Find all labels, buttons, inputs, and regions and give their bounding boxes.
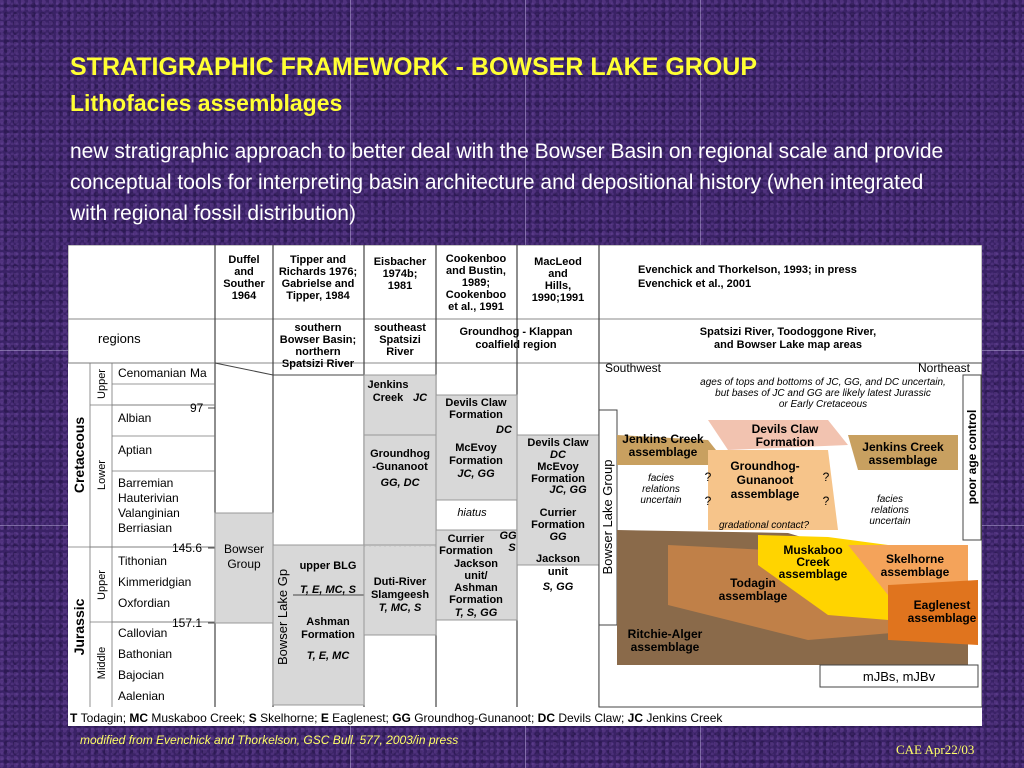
header-macleod: MacLeod and Hills, 1990;1991 — [531, 256, 585, 304]
slide-footer: CAE Apr22/03 — [896, 742, 975, 757]
figure-caption: modified from Evenchick and Thorkelson, GSC Bull. 577, 2003/in press — [80, 733, 459, 747]
stage-label: Kimmeridgian — [118, 575, 192, 589]
stage-label: Bathonian — [118, 647, 173, 661]
question-mark: ? — [822, 470, 830, 484]
upper-blg: upper BLG — [299, 560, 357, 572]
hiatus-label: hiatus — [457, 507, 487, 519]
question-mark: ? — [822, 494, 830, 508]
slide-title: STRATIGRAPHIC FRAMEWORK - BOWSER LAKE GROUP — [70, 53, 758, 81]
jackson-codes: S, GG — [542, 581, 574, 593]
epoch-upper-cretaceous: Upper — [96, 369, 108, 399]
age-157-1: 157.1 — [172, 616, 203, 630]
stratigraphic-chart — [68, 245, 982, 726]
stage-label: Cenomanian — [118, 366, 187, 380]
upper-blg-codes: T, E, MC, S — [299, 584, 357, 596]
jenkins-left-label: Jenkins Creek assemblage — [622, 432, 704, 459]
question-mark: ? — [704, 494, 712, 508]
question-mark: ? — [704, 470, 712, 484]
region-groundhog: Groundhog - Klappan coalfield region — [459, 326, 573, 351]
period-jurassic: Jurassic — [71, 598, 87, 656]
facies-right: facies relations uncertain — [869, 494, 911, 527]
stage-label: Bajocian — [118, 668, 165, 682]
header-duffel: Duffel and Souther 1964 — [223, 254, 265, 302]
stage-label: Callovian — [118, 626, 168, 640]
stage-label: Tithonian — [118, 554, 167, 568]
stage-label: Berriasian — [118, 521, 173, 535]
region-tipper: southern Bowser Basin; northern Spatsizi River — [279, 322, 357, 370]
duti-codes: T, MC, S — [378, 602, 422, 614]
jenkins-code: JC — [412, 392, 428, 404]
code-legend — [70, 711, 723, 725]
stage-label: Aptian — [118, 443, 153, 457]
skelhorne-assemblage: Skelhorne assemblage — [880, 552, 950, 579]
groundhog-assemblage: Groundhog-Gunanoot assemblage — [730, 459, 800, 501]
stage-label: Valanginian — [118, 506, 180, 520]
mcevoy-codes: JC, GG — [457, 468, 495, 480]
region-evenchick: Spatsizi River, Toodoggone River, and Bowser Lake map areas — [699, 326, 877, 351]
age-145-6: 145.6 — [172, 541, 203, 555]
stage-label: Barremian — [118, 476, 174, 490]
bowser-group-label — [224, 542, 264, 571]
stage-label: Albian — [118, 411, 152, 425]
jackson-unit: Jackson unit — [535, 553, 581, 578]
northeast-label: Northeast — [917, 361, 971, 375]
ritchie-assemblage: Ritchie-Alger assemblage — [627, 627, 703, 654]
gg-code: GG — [499, 530, 517, 542]
facies-left: facies relations uncertain — [640, 473, 682, 506]
ma-label: Ma — [190, 366, 207, 380]
region-eisbacher: southeast Spatsizi River — [374, 322, 426, 358]
age-note: ages of tops and bottoms of JC, GG, and DC uncertain, but bases of JC and GG are likely latest Jurassic or Early Cretaceous — [700, 377, 946, 410]
dc-code-macleod: DC — [550, 449, 566, 461]
header-evenchick: Evenchick and Thorkelson, 1993; in press Evenchick et al., 2001 — [638, 264, 857, 290]
jackson-ashman: Jackson unit/ Ashman Formation — [449, 558, 503, 606]
mjbs-label: mJBs, mJBv — [862, 669, 936, 684]
bowser-lake-group-label: Bowser Lake Group — [600, 459, 615, 575]
bowser-group-text: Bowser Group — [223, 542, 265, 571]
s-code: S — [508, 542, 516, 554]
groundhog-gunanoot-label: Groundhog -Gunanoot — [370, 448, 430, 473]
dc-code: DC — [496, 424, 512, 436]
stage-list — [118, 366, 191, 703]
stage-label: Oxfordian — [118, 596, 171, 610]
age-97: 97 — [190, 401, 204, 415]
header-cookenboo: Cookenboo and Bustin, 1989; Cookenboo et al., 1991 — [445, 253, 507, 313]
period-cretaceous: Cretaceous — [71, 416, 87, 494]
slide-subtitle: Lithofacies assemblages — [70, 90, 343, 116]
devils-claw-short: Devils Claw — [527, 437, 589, 449]
poor-age-control-label: poor age control — [965, 409, 979, 505]
groundhog-codes: GG, DC — [380, 477, 420, 489]
currier-short: Currier Formation — [531, 507, 585, 531]
bowser-lake-gp-label: Bowser Lake Gp — [275, 568, 290, 666]
mcevoy-short: McEvoy Formation — [531, 461, 585, 485]
epoch-upper-jurassic: Upper — [96, 570, 108, 600]
jc-gg-code: JC, GG — [549, 484, 587, 496]
mcevoy-formation: McEvoy Formation — [449, 442, 503, 467]
header-tipper: Tipper and Richards 1976; Gabrielse and Tipper, 1984 — [278, 254, 358, 302]
jackson-ashman-codes: T, S, GG — [454, 607, 498, 619]
duti-river-label: Duti-River Slamgeesh — [370, 576, 430, 601]
jenkins-right-label: Jenkins Creek assemblage — [862, 440, 944, 467]
slide-body: new stratigraphic approach to better deal with the Bowser Basin on regional scale and provide conceptual tools for interpreting basin architecture and depositional history (when integrated with regional fossil distribution) — [70, 140, 944, 225]
jenkins-creek-unit-label: Jenkins Creek — [367, 379, 409, 404]
ashman-formation: Ashman Formation — [301, 616, 355, 641]
legend-text: T Todagin; MC Muskaboo Creek; S Skelhorne; E Eaglenest; GG Groundhog-Gunanoot; DC Devils Claw; JC Jenkins Creek — [70, 711, 723, 725]
muskaboo-assemblage: Muskaboo Creek assemblage — [778, 543, 848, 581]
gg-code-macleod: GG — [549, 531, 567, 543]
devils-claw-formation: Devils Claw Formation — [445, 397, 507, 421]
todagin-assemblage: Todagin assemblage — [718, 576, 788, 603]
header-eisbacher: Eisbacher 1974b; 1981 — [373, 256, 427, 292]
regions-label: regions — [98, 331, 141, 346]
ashman-codes: T, E, MC — [306, 650, 350, 662]
southwest-label: Southwest — [604, 361, 662, 375]
epoch-lower-cretaceous: Lower — [96, 460, 108, 490]
header-row — [68, 245, 982, 319]
devils-claw-assemblage: Devils Claw Formation — [751, 422, 819, 449]
currier-formation: Currier Formation — [439, 533, 493, 557]
epoch-middle-jurassic: Middle — [96, 646, 108, 680]
gradational-contact: gradational contact? — [718, 520, 810, 531]
stage-label: Hauterivian — [118, 491, 179, 505]
eaglenest-assemblage: Eaglenest assemblage — [907, 598, 977, 625]
stage-label: Aalenian — [118, 689, 165, 703]
